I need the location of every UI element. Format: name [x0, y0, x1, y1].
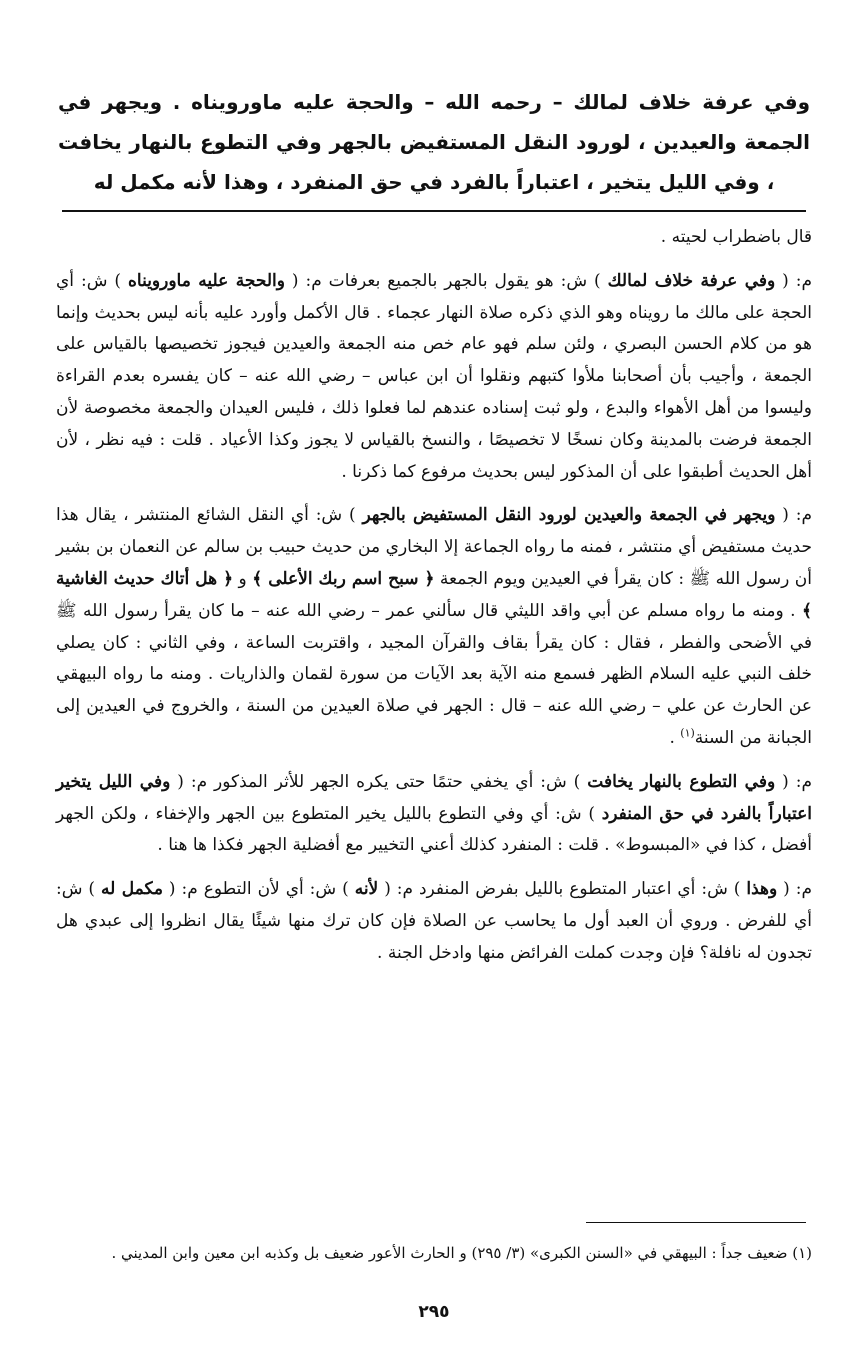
- matn-quote: وهذا: [746, 879, 778, 900]
- matn-quote: وفي التطوع بالنهار يخافت: [587, 771, 776, 792]
- matn-quote: مكمل له: [101, 879, 163, 900]
- matn-quote: وفي الليل يتخير اعتباراً بالفرد في حق المنفرد: [56, 771, 812, 824]
- commentary-paragraph: م: ( وهذا ) ش: أي اعتبار المتطوع بالليل بفرض المنفرد م: ( لأنه ) ش: أي لأن التطوع م: ( مكمل له ) ش: أي للفرض . وروي أن العبد أول ما يحاسب عن الصلاة فإن كان ترك منها شيئًا يقال انظروا إلى عبدي هل تجدون له نافلة؟ فإن وجدت كملت الفرائض منها وادخل الجنة .: [56, 879, 812, 963]
- footnote-separator-rule: [586, 1222, 806, 1223]
- matn-quote: لأنه: [354, 879, 379, 900]
- matn-quote: والحجة عليه ماورويناه: [127, 270, 285, 291]
- footnotes: [56, 1238, 812, 1269]
- page-number: ٢٩٥: [418, 1302, 450, 1322]
- footnote-marker: (١): [680, 726, 695, 740]
- matn-quote: وفي عرفة خلاف لمالك: [607, 270, 776, 291]
- commentary-paragraph: م: ( ويجهر في الجمعة والعيدين لورود النقل المستفيض بالجهر ) ش: أي النقل الشائع المنتشر ، يقال هذا حديث مستفيض أي منتشر ، فمنه ما رواه الجماعة إلا البخاري من حديث حبيب بن سالم عن النعمان بن بشير أن رسول الله ﷺ : كان يقرأ في العيدين ويوم الجمعة ﴿ سبح اسم ربك الأعلى ﴾ و ﴿ هل أتاك حديث الغاشية ﴾ . ومنه ما رواه مسلم عن أبي واقد الليثي قال سألني عمر – رضي الله عنه – ما كان يقرأ رسول الله ﷺ في الأضحى والفطر ، فقال : كان يقرأ بقاف والقرآن المجيد ، واقتربت الساعة ، وفي الثاني : كان يصلي خلف النبي عليه السلام الظهر فسمع منه الآية بعد الآيات من سورة لقمان والذاريات . ومنه ما رواه البيهقي عن الحارث عن علي – رضي الله عنه – قال : الجهر في صلاة العيدين من السنة ، والخروج في العيدين إلى الجبانة من السنة$^{(١)}$ .: [56, 505, 813, 748]
- commentary-paragraph: م: ( وفي عرفة خلاف لمالك ) ش: هو يقول بالجهر بالجميع بعرفات م: ( والحجة عليه ماورويناه ) ش: أي الحجة على مالك ما رويناه وهو الذي ذكره صلاة النهار عجماء . قال الأكمل وأورد عليه بأنه ليس بحديث وإنما هو من كلام الحسن البصري ، ولئن سلم فهو عام خص منه الجمعة والعيدين فيجوز تخصيصها بالقياس على الجمعة ، وأجيب بأن أصحابنا ملأوا كتبهم ونقلوا أن ابن عباس – رضي الله عنه – كان يفسره بعدم القراءة وليسوا من أهل الأهواء والبدع ، ولو ثبت إسناده عندهم لما فعلوا ذلك ، فليس العيدان والجمعة مخصوصة لأن الجمعة فرضت بالمدينة وكان نسخًا لا تخصيصًا ، والنسخ بالقياس لا يجوز وكذا الأعياد . قلت : فيه نظر ، لأن أهل الحديث أطبقوا على أن المذكور ليس بحديث مرفوع كما ذكرنا .: [56, 270, 813, 482]
- main-text-matn: وفي عرفة خلاف لمالك – رحمه الله – والحجة عليه ماورويناه . ويجهر في الجمعة والعيدين ، لورود النقل المستفيض بالجهر وفي التطوع بالنهار يخافت ، وفي الليل يتخير ، اعتباراً بالفرد في حق المنفرد ، وهذا لأنه مكمل له: [58, 90, 810, 194]
- commentary-body: [56, 222, 812, 970]
- matn-quote: ويجهر في الجمعة والعيدين لورود النقل المستفيض بالجهر: [362, 505, 776, 526]
- commentary-paragraph: م: ( وفي التطوع بالنهار يخافت ) ش: أي يخفي حتمًا حتى يكره الجهر للأثر المذكور م: ( وفي الليل يتخير اعتباراً بالفرد في حق المنفرد ) ش: أي وفي التطوع بالليل يخير المتطوع بين الجهر والإخفاء ، ولكن الجهر أفضل ، كذا في «المبسوط» . قلت : المنفرد كذلك أعني التخيير مع أفضلية الجهر فكذا ها هنا .: [56, 771, 812, 856]
- quran-verse: ﴿ سبح اسم ربك الأعلى ﴾: [252, 568, 435, 589]
- matn-separator-rule: [62, 210, 806, 212]
- commentary-paragraph: قال باضطراب لحيته .: [660, 227, 812, 247]
- footnote: (١) ضعيف جداً : البيهقي في «السنن الكبرى» (٣/ ٢٩٥) و الحارث الأعور ضعيف بل وكذبه ابن معين وابن المديني .: [111, 1244, 812, 1262]
- quran-verse: ﴿ هل أتاك حديث الغاشية ﴾: [56, 568, 812, 621]
